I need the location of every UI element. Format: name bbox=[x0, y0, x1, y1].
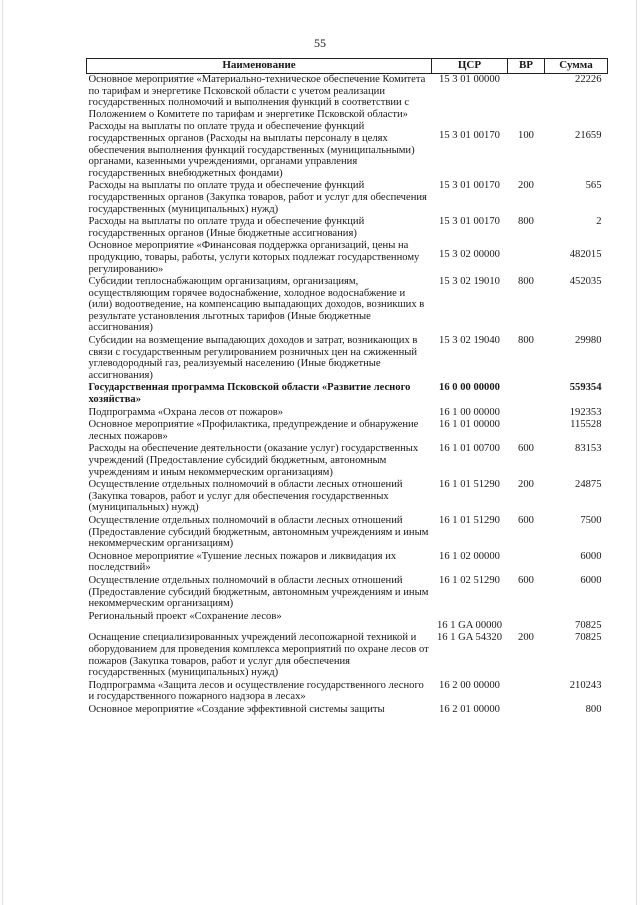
row-csr-cell: 15 3 01 00170 bbox=[439, 130, 500, 142]
table-row bbox=[87, 443, 608, 479]
table-row bbox=[87, 419, 608, 443]
row-csr-cell: 16 1 01 51290 bbox=[439, 514, 500, 526]
row-name-cell: Основное мероприятие «Создание эффективной системы защиты bbox=[88, 703, 385, 715]
header-csr: ЦСР bbox=[432, 59, 508, 74]
row-vr-cell bbox=[508, 611, 545, 633]
table-row bbox=[87, 216, 608, 240]
row-sum-cell: 83153 bbox=[575, 443, 602, 455]
row-sum-cell: 7500 bbox=[580, 514, 602, 526]
table-body bbox=[87, 74, 608, 717]
row-sum-cell: 29980 bbox=[575, 335, 602, 347]
row-name-cell: Основное мероприятие «Профилактика, предупреждение и обнаружение лесных пожаров» bbox=[88, 419, 419, 442]
row-csr-cell: 16 1 02 00000 bbox=[439, 550, 500, 562]
row-csr-cell: 15 3 02 19010 bbox=[439, 276, 500, 288]
row-name-cell: Подпрограмма «Защита лесов и осуществление государственного лесного и государственного пожарного надзора в лесах» bbox=[88, 679, 424, 703]
row-vr-cell: 800 bbox=[518, 276, 534, 288]
budget-table-container bbox=[86, 58, 607, 716]
row-csr-cell: 15 3 01 00000 bbox=[439, 74, 500, 85]
row-csr-cell: 15 3 02 00000 bbox=[439, 249, 500, 261]
row-vr-cell bbox=[508, 419, 545, 443]
row-name-cell: Расходы на выплаты по оплате труда и обеспечение функций государственных органов (Закупка товаров, работ и услуг для обеспечения государственных (муниципальных) нужд) bbox=[88, 180, 427, 215]
row-vr-cell bbox=[508, 551, 545, 575]
row-sum-cell: 210243 bbox=[569, 679, 602, 691]
row-vr-cell: 800 bbox=[518, 216, 534, 228]
row-sum-cell: 70825 bbox=[575, 619, 602, 631]
row-name-cell: Расходы на выплаты по оплате труда и обеспечение функций государственных органов (Иные бюджетные ассигнования) bbox=[88, 216, 365, 239]
row-vr-cell bbox=[508, 382, 545, 406]
row-csr-cell: 16 2 00 00000 bbox=[439, 679, 500, 691]
row-sum-cell: 452035 bbox=[569, 276, 602, 288]
row-csr-cell: 16 0 00 00000 bbox=[439, 382, 500, 394]
row-name-cell: Субсидии на возмещение выпадающих доходов и затрат, возникающих в связи с государственным регулированием розничных цен на сжиженный углеводородный газ, реализуемый населению (Иные бюджетные ассигнования) bbox=[88, 335, 418, 381]
row-vr-cell bbox=[508, 240, 545, 276]
row-csr-cell: 16 2 01 00000 bbox=[439, 703, 500, 715]
row-csr-cell: 16 1 01 51290 bbox=[439, 479, 500, 491]
table-row bbox=[87, 407, 608, 420]
row-vr-cell: 100 bbox=[518, 130, 534, 142]
row-csr-cell: 16 1 02 51290 bbox=[439, 574, 500, 586]
table-row bbox=[87, 479, 608, 515]
table-row bbox=[87, 704, 608, 717]
table-row bbox=[87, 121, 608, 180]
row-vr-cell: 200 bbox=[518, 632, 534, 644]
row-csr-cell: 15 3 02 19040 bbox=[439, 335, 500, 347]
row-vr-cell: 800 bbox=[518, 335, 534, 347]
row-name-cell: Основное мероприятие «Материально-техническое обеспечение Комитета по тарифам и энергетике Псковской области с учетом реализации государственных полномочий и выполнения функций в соответствии с Положением о Комитете по тарифам и энергетике Псковской области» bbox=[88, 74, 426, 120]
row-sum-cell: 565 bbox=[585, 180, 602, 192]
row-csr-cell: 16 1 01 00700 bbox=[439, 443, 500, 455]
page-number: 55 bbox=[314, 36, 326, 50]
table-row bbox=[87, 180, 608, 216]
table-row bbox=[87, 382, 608, 406]
table-row bbox=[87, 575, 608, 611]
header-sum: Сумма bbox=[545, 59, 608, 74]
table-row bbox=[87, 611, 608, 633]
budget-table bbox=[86, 58, 608, 716]
row-sum-cell: 6000 bbox=[580, 550, 602, 562]
table-row bbox=[87, 74, 608, 122]
row-sum-cell: 482015 bbox=[569, 249, 602, 261]
row-name-cell: Осуществление отдельных полномочий в области лесных отношений (Предоставление субсидий бюджетным, автономным учреждениям и иным некоммерческим организациям) bbox=[88, 574, 429, 610]
table-row bbox=[87, 276, 608, 335]
header-vr: ВР bbox=[508, 59, 545, 74]
table-row bbox=[87, 335, 608, 382]
row-name-cell: Субсидии теплоснабжающим организациям, организациям, осуществляющим горячее водоснабжение, холодное водоснабжение и (или) водоотведение, на компенсацию выпадающих доходов, возникших в результате установления льготных тарифов (Иные бюджетные ассигнования) bbox=[88, 276, 425, 334]
row-name-cell: Подпрограмма «Охрана лесов от пожаров» bbox=[88, 406, 284, 418]
row-name-cell: Оснащение специализированных учреждений лесопожарной техникой и оборудованием для проведения комплекса мероприятий по охране лесов от пожаров (Закупка товаров, работ и услуг для обеспечения государственных (муниципальных) нужд) bbox=[88, 632, 429, 679]
table-row bbox=[87, 240, 608, 276]
row-vr-cell: 600 bbox=[518, 514, 534, 526]
table-row bbox=[87, 632, 608, 679]
row-csr-cell: 16 1 01 00000 bbox=[439, 419, 500, 431]
row-sum-cell: 2 bbox=[596, 216, 602, 228]
row-vr-cell bbox=[508, 74, 545, 122]
row-name-cell: Осуществление отдельных полномочий в области лесных отношений (Предоставление субсидий бюджетным, автономным учреждениям и иным некоммерческим организациям) bbox=[88, 514, 429, 550]
row-csr-cell: 16 1 GA 00000 bbox=[436, 619, 503, 631]
table-row bbox=[87, 680, 608, 704]
row-sum-cell: 22226 bbox=[575, 74, 602, 85]
row-csr-cell: 16 1 GA 54320 bbox=[436, 632, 503, 644]
row-sum-cell: 70825 bbox=[575, 632, 602, 644]
row-vr-cell: 600 bbox=[518, 574, 534, 586]
row-name-cell: Региональный проект «Сохранение лесов» bbox=[88, 610, 282, 622]
row-vr-cell: 600 bbox=[518, 443, 534, 455]
row-name-cell: Основное мероприятие «Финансовая поддержка организаций, цены на продукцию, товары, работы, услуги которых подлежат государственному регулированию» bbox=[88, 240, 420, 275]
row-sum-cell: 192353 bbox=[569, 406, 602, 418]
row-vr-cell bbox=[508, 680, 545, 704]
row-sum-cell: 559354 bbox=[569, 382, 602, 394]
row-sum-cell: 24875 bbox=[575, 479, 602, 491]
table-row bbox=[87, 515, 608, 551]
scan-edge-left bbox=[2, 0, 3, 905]
header-name: Наименование bbox=[87, 59, 432, 74]
row-name-cell: Осуществление отдельных полномочий в области лесных отношений (Закупка товаров, работ и услуг для обеспечения государственных (муниципальных) нужд) bbox=[88, 479, 403, 514]
table-header-row bbox=[87, 59, 608, 74]
row-vr-cell: 200 bbox=[518, 479, 534, 491]
scan-edge-right bbox=[636, 0, 637, 905]
row-name-cell: Основное мероприятие «Тушение лесных пожаров и ликвидация их последствий» bbox=[88, 550, 397, 574]
row-vr-cell bbox=[508, 407, 545, 420]
row-vr-cell bbox=[508, 704, 545, 717]
row-sum-cell: 800 bbox=[585, 703, 602, 715]
row-sum-cell: 115528 bbox=[570, 419, 602, 431]
row-csr-cell: 15 3 01 00170 bbox=[439, 216, 500, 228]
row-csr-cell: 15 3 01 00170 bbox=[439, 180, 500, 192]
row-name-cell: Расходы на выплаты по оплате труда и обеспечение функций государственных органов (Расходы на выплаты персоналу в целях обеспечения выполнения функций государственных (муниципальными) органами, казенными учреждениями, органами управления государственных внебюджетных фондами) bbox=[88, 121, 415, 179]
row-csr-cell: 16 1 00 00000 bbox=[439, 406, 500, 418]
row-sum-cell: 6000 bbox=[580, 574, 602, 586]
row-name-cell: Государственная программа Псковской области «Развитие лесного хозяйства» bbox=[88, 382, 411, 406]
row-sum-cell: 21659 bbox=[575, 130, 602, 142]
row-vr-cell: 200 bbox=[518, 180, 534, 192]
table-row bbox=[87, 551, 608, 575]
row-name-cell: Расходы на обеспечение деятельности (оказание услуг) государственных учреждений (Предоставление субсидий бюджетным, автономным учреждениям и иным некоммерческим организациям) bbox=[88, 443, 419, 478]
